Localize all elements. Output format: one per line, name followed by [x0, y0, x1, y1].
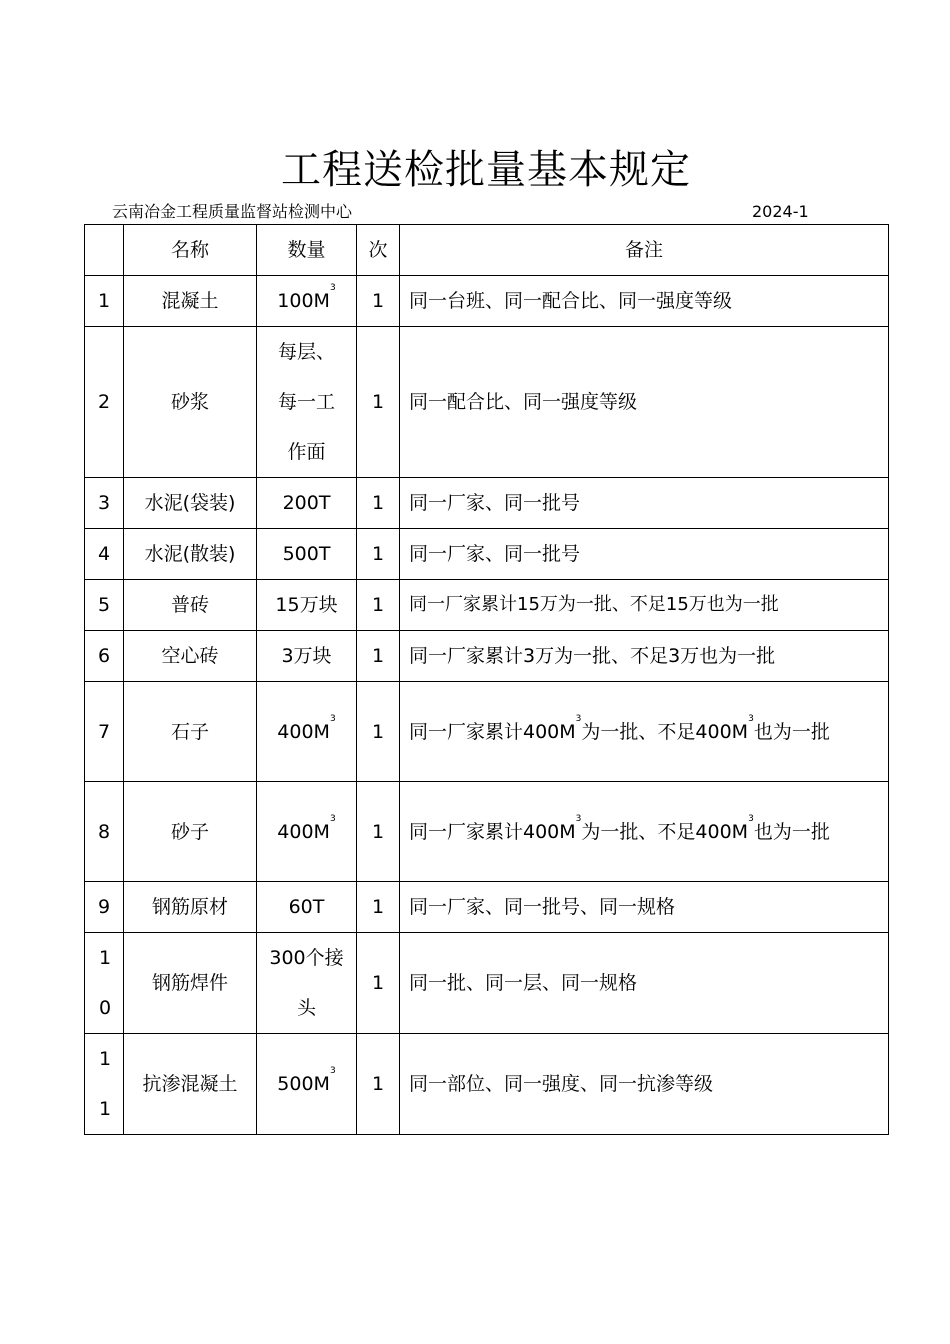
table-row — [85, 782, 889, 882]
row-note: 同一部位、同一强度、同一抗渗等级 — [400, 1034, 889, 1135]
header-quantity: 数量 — [257, 225, 357, 276]
table-row — [85, 933, 889, 1034]
row-note: 同一厂家累计3万为一批、不足3万也为一批 — [400, 631, 889, 682]
row-quantity: 300个接头 — [257, 933, 357, 1034]
row-times: 1 — [357, 478, 400, 529]
row-quantity: 每层、每一工作面 — [257, 327, 357, 478]
quantity-value: 400M — [277, 720, 330, 743]
row-index: 4 — [85, 529, 124, 580]
table-header-row — [85, 225, 889, 276]
row-note: 同一厂家、同一批号 — [400, 478, 889, 529]
row-times: 1 — [357, 782, 400, 882]
row-index: 8 — [85, 782, 124, 882]
row-note: 同一台班、同一配合比、同一强度等级 — [400, 276, 889, 327]
row-note: 同一厂家、同一批号、同一规格 — [400, 882, 889, 933]
row-name: 混凝土 — [124, 276, 257, 327]
header-note: 备注 — [400, 225, 889, 276]
row-index: 3 — [85, 478, 124, 529]
row-index: 2 — [85, 327, 124, 478]
table-row — [85, 882, 889, 933]
row-note — [400, 782, 889, 882]
row-name: 抗渗混凝土 — [124, 1034, 257, 1135]
quantity-exponent: 3 — [329, 283, 336, 293]
row-index: 1 — [85, 276, 124, 327]
table-row — [85, 580, 889, 631]
row-quantity: 15万块 — [257, 580, 357, 631]
row-name: 普砖 — [124, 580, 257, 631]
row-quantity: 60T — [257, 882, 357, 933]
row-note: 同一配合比、同一强度等级 — [400, 327, 889, 478]
row-times: 1 — [357, 276, 400, 327]
row-times: 1 — [357, 327, 400, 478]
header-index — [85, 225, 124, 276]
row-index: 5 — [85, 580, 124, 631]
table-row — [85, 682, 889, 782]
row-times: 1 — [357, 631, 400, 682]
note-exponent-2: 3 — [748, 713, 754, 724]
table-row — [85, 529, 889, 580]
quantity-value: 100M — [277, 290, 330, 312]
row-quantity: 3万块 — [257, 631, 357, 682]
row-note — [400, 682, 889, 782]
row-name: 钢筋焊件 — [124, 933, 257, 1034]
row-name: 石子 — [124, 682, 257, 782]
row-index: 7 — [85, 682, 124, 782]
row-times: 1 — [357, 1034, 400, 1135]
note-exponent-2: 3 — [748, 813, 754, 824]
row-index: 10 — [85, 933, 124, 1034]
header-name: 名称 — [124, 225, 257, 276]
batch-rules-table — [84, 224, 889, 1135]
note-text-c: 也为一批 — [753, 820, 830, 843]
row-times: 1 — [357, 580, 400, 631]
row-quantity: 200T — [257, 478, 357, 529]
row-name: 钢筋原材 — [124, 882, 257, 933]
row-name: 砂浆 — [124, 327, 257, 478]
row-quantity — [257, 276, 357, 327]
quantity-value: 500M — [277, 1073, 330, 1095]
row-note: 同一批、同一层、同一规格 — [400, 933, 889, 1034]
note-text-c: 也为一批 — [753, 720, 830, 743]
row-index: 11 — [85, 1034, 124, 1135]
note-exponent-1: 3 — [575, 713, 582, 724]
row-quantity: 500T — [257, 529, 357, 580]
document-date: 2024-1 — [752, 202, 809, 221]
row-name: 水泥(袋装) — [124, 478, 257, 529]
row-name: 水泥(散装) — [124, 529, 257, 580]
quantity-exponent: 3 — [329, 713, 336, 724]
note-text-b: 为一批、不足400M — [581, 820, 749, 843]
row-index: 9 — [85, 882, 124, 933]
table-row — [85, 276, 889, 327]
table-row — [85, 478, 889, 529]
row-quantity — [257, 1034, 357, 1135]
quantity-exponent: 3 — [329, 813, 336, 824]
table-row — [85, 327, 889, 478]
row-note: 同一厂家累计15万为一批、不足15万也为一批 — [400, 580, 889, 631]
row-index: 6 — [85, 631, 124, 682]
note-text-a: 同一厂家累计400M — [409, 820, 576, 843]
organization-name: 云南冶金工程质量监督站检测中心 — [112, 202, 353, 221]
table-row — [85, 631, 889, 682]
row-times: 1 — [357, 682, 400, 782]
row-note: 同一厂家、同一批号 — [400, 529, 889, 580]
row-quantity — [257, 682, 357, 782]
note-text-b: 为一批、不足400M — [581, 720, 749, 743]
note-text-a: 同一厂家累计400M — [409, 720, 576, 743]
table-row — [85, 1034, 889, 1135]
row-quantity — [257, 782, 357, 882]
quantity-exponent: 3 — [329, 1066, 336, 1076]
row-times: 1 — [357, 882, 400, 933]
quantity-value: 400M — [277, 820, 330, 843]
note-exponent-1: 3 — [575, 813, 582, 824]
row-name: 砂子 — [124, 782, 257, 882]
row-times: 1 — [357, 933, 400, 1034]
page-title: 工程送检批量基本规定 — [281, 147, 691, 193]
header-times: 次 — [357, 225, 400, 276]
row-times: 1 — [357, 529, 400, 580]
row-name: 空心砖 — [124, 631, 257, 682]
